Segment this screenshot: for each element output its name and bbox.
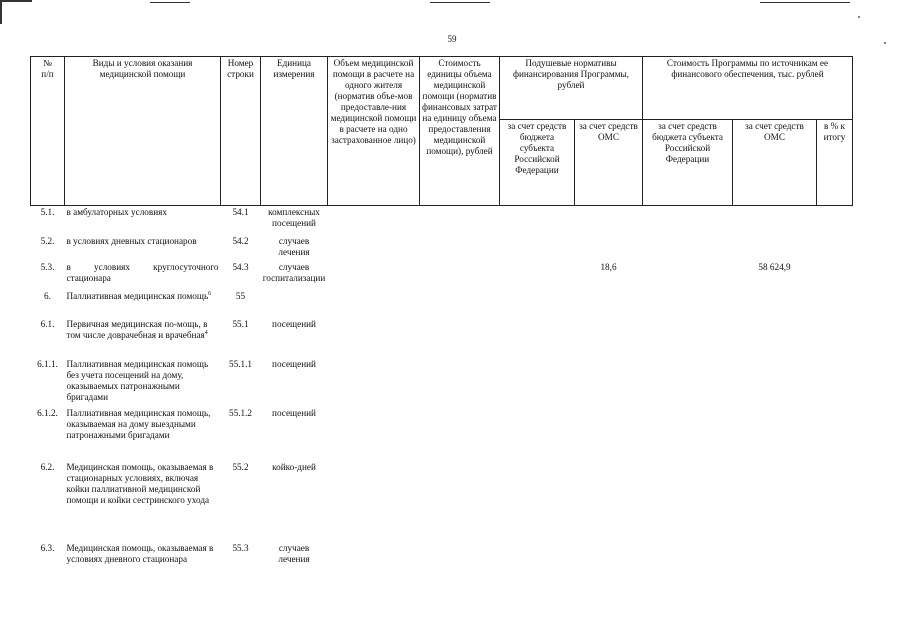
- header-unit: Единица измерения: [261, 57, 328, 206]
- row-code: 55.1: [232, 318, 249, 329]
- row-name: Паллиативная медицинская помощь, оказываемая на дому выездными патронажными бригадами: [66, 407, 211, 440]
- footnote-mark: 4: [204, 329, 208, 336]
- row-per-capita-oms: [575, 407, 643, 461]
- page-number: 59: [447, 34, 457, 44]
- row-unit: койко-дней: [272, 461, 316, 472]
- row-program-oms: [733, 358, 817, 407]
- scan-speck: [884, 42, 886, 44]
- row-unit: посещений: [272, 358, 316, 369]
- header-volume: Объем медицинской помощи в расчете на одного жителя (норматив объе-мов предоставле-ния медицинской помощи в расчете на одно застрахованное лицо): [328, 57, 420, 206]
- row-name: Первичная медицинская по-мощь, в том числе доврачебная и врачебная$^4$: [66, 318, 208, 340]
- row-name: Паллиативная медицинская помощь$^6$: [66, 290, 212, 301]
- header-per-capita: Подушевые нормативы финансирования Программы, рублей: [500, 57, 643, 120]
- row-code: 55.3: [232, 542, 249, 553]
- header-per-capita-oms: за счет средств ОМС: [575, 120, 643, 206]
- row-name: Медицинская помощь, оказываемая в стационарных условиях, включая койки паллиативной медицинской помощи и койки сестринского ухода: [66, 461, 214, 505]
- row-unit: комплексных посещений: [268, 207, 320, 228]
- table-row: [31, 318, 853, 358]
- row-code: 54.3: [232, 261, 249, 272]
- row-per-capita-oms: [575, 206, 643, 235]
- row-code: 55: [235, 290, 246, 301]
- row-name: Медицинская помощь, оказываемая в условиях дневного стационара: [66, 542, 214, 564]
- table-row: [31, 461, 853, 542]
- row-program-oms: [733, 407, 817, 461]
- scan-edge-top-dash-3: [760, 2, 850, 3]
- row-per-capita-oms: [575, 542, 643, 582]
- row-num: 5.1.: [40, 207, 55, 217]
- row-program-oms: [733, 206, 817, 235]
- row-per-capita-oms: 18,6: [600, 261, 617, 272]
- row-code: 55.2: [232, 461, 249, 472]
- row-code: 55.1.2: [229, 407, 252, 418]
- row-per-capita-oms: [575, 358, 643, 407]
- row-program-oms: [733, 318, 817, 358]
- header-per-capita-budget: за счет средств бюджета субъекта Российской Федерации: [500, 120, 575, 206]
- row-num: 6.: [44, 290, 51, 301]
- scan-edge-top-left: [0, 0, 32, 2]
- table-row: [31, 290, 853, 318]
- row-code: 54.2: [232, 235, 249, 246]
- row-unit: [261, 290, 328, 318]
- scan-edge-left: [0, 0, 2, 24]
- table-row: [31, 206, 853, 235]
- header-cost: Стоимость единицы объема медицинской помощи (норматив финансовых затрат на единицу объема предоставления медицинской помощи), рублей: [420, 57, 500, 206]
- row-per-capita-oms: [575, 290, 643, 318]
- row-unit: случаев лечения: [278, 542, 310, 564]
- table-row: [31, 235, 853, 261]
- row-name: в условиях круглосуточного стационара: [66, 261, 219, 283]
- row-per-capita-oms: [575, 235, 643, 261]
- row-unit: случаев госпитализации: [262, 261, 326, 283]
- row-num: 6.1.: [40, 318, 55, 329]
- header-program-pct: в % к итогу: [817, 120, 853, 206]
- row-num: 6.2.: [40, 461, 55, 472]
- scan-edge-top-dash-1: [150, 2, 190, 3]
- program-table: [30, 56, 853, 582]
- row-code: 55.1.1: [229, 358, 252, 369]
- header-row-number: Номер строки: [221, 57, 261, 206]
- header-types: Виды и условия оказания медицинской помощи: [65, 57, 221, 206]
- footnote-mark: 6: [208, 290, 212, 297]
- row-name: в амбулаторных условиях: [66, 207, 167, 217]
- row-num: 5.3.: [40, 261, 55, 272]
- row-per-capita-oms: [575, 461, 643, 542]
- row-num: 5.2.: [40, 235, 55, 246]
- row-unit: посещений: [272, 318, 316, 329]
- row-num: 6.3.: [40, 542, 55, 553]
- row-program-oms: [733, 290, 817, 318]
- row-unit: посещений: [272, 407, 316, 418]
- table-row: [31, 358, 853, 407]
- row-program-oms: [733, 461, 817, 542]
- header-program-budget: за счет средств бюджета субъекта Российской Федерации: [643, 120, 733, 206]
- row-program-oms: [733, 235, 817, 261]
- scan-edge-top-dash-2: [430, 2, 490, 3]
- table-row: [31, 261, 853, 290]
- header-program-oms: за счет средств ОМС: [733, 120, 817, 206]
- header-program-cost: Стоимость Программы по источникам ее финансового обеспечения, тыс. рублей: [643, 57, 853, 120]
- row-program-oms: 58 624,9: [758, 261, 791, 272]
- row-name: в условиях дневных стационаров: [66, 235, 197, 246]
- table-row: [31, 542, 853, 582]
- header-num: № п/п: [31, 57, 65, 206]
- table-row: [31, 407, 853, 461]
- row-name: Паллиативная медицинская помощь без учета посещений на дому, оказываемых патронажными бригадами: [66, 358, 209, 402]
- row-num: 6.1.2.: [37, 407, 58, 418]
- row-program-oms: [733, 542, 817, 582]
- row-per-capita-oms: [575, 318, 643, 358]
- row-unit: случаев лечения: [278, 235, 310, 257]
- row-num: 6.1.1.: [37, 358, 58, 369]
- scan-speck: [858, 16, 860, 18]
- row-code: 54.1: [232, 207, 249, 217]
